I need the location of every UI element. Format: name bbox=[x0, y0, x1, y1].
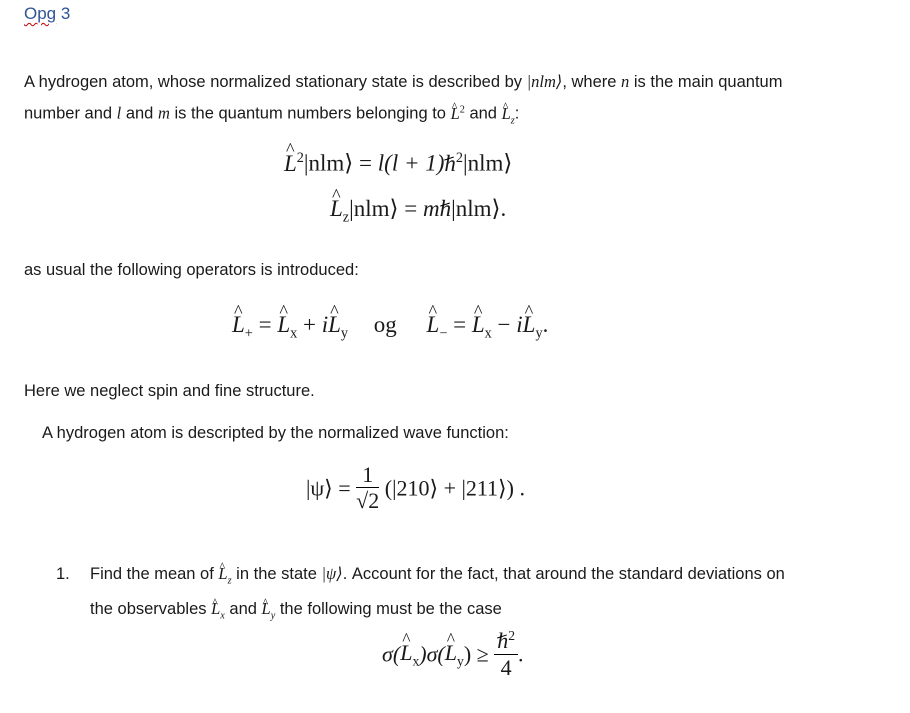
uncertainty-inequality: σ(^ $L_x)\sigma(\^{}$ $L_y$) ≥ $\frac{h^2}{4}$ . bbox=[382, 628, 524, 681]
ladder-operators-equation: ^ $L_+$ = ^ $L_x$ + i^ $L_y$ og ^ $L_-$ = ^ $L_x$ − i^ $L_y$. bbox=[232, 312, 548, 343]
ket-nlm: |nlm⟩ bbox=[526, 72, 563, 91]
eigen-equation-Lz: ^ $L_z|nlm⟩$ = mh|nlm⟩. bbox=[330, 196, 506, 227]
normalization-fraction: $\frac{1}{√2}$ bbox=[356, 462, 380, 514]
section-heading bbox=[24, 4, 70, 24]
heading-number: 3 bbox=[60, 4, 71, 23]
neglect-note: Here we neglect spin and fine structure. bbox=[24, 382, 315, 400]
question-line-1: Find the mean of ^ $L_z$ in the state |ψ⟩. Account for the fact, that around the standard deviations on bbox=[90, 560, 890, 595]
hbar-squared-over-four: $\frac{h^2}{4}$ bbox=[494, 628, 518, 681]
eigen-equation-L2: ^ $L^2|nlm⟩ = l(l$ + $1)h^2|nlm⟩$ bbox=[284, 150, 512, 177]
intro-paragraph bbox=[24, 68, 894, 135]
question-number: 1. bbox=[56, 565, 70, 583]
operator-L2: ^ L bbox=[451, 100, 460, 128]
heading-word: Opg bbox=[24, 4, 57, 23]
question-line-2: the observables ^ $L_x$ and ^ $L_y$ the following must be the case bbox=[90, 595, 890, 630]
intro-line-1: A hydrogen atom, whose normalized stationary state is described by |nlm⟩, where n is the main quantum bbox=[24, 72, 783, 91]
wave-function-equation: |ψ⟩ = $\frac{1}{√2}$ (|210⟩ + |211⟩) . bbox=[306, 462, 525, 514]
wave-intro: A hydrogen atom is descripted by the normalized wave function: bbox=[42, 424, 509, 442]
operator-Lz: ^ L bbox=[502, 100, 511, 128]
operators-intro: as usual the following operators is introduced: bbox=[24, 261, 359, 279]
og-word: og bbox=[373, 312, 397, 337]
question-text bbox=[90, 560, 890, 631]
intro-line-2: number and l and m is the quantum numbers belonging to ^ $L^2$ and ^ $L_z$: bbox=[24, 96, 894, 135]
